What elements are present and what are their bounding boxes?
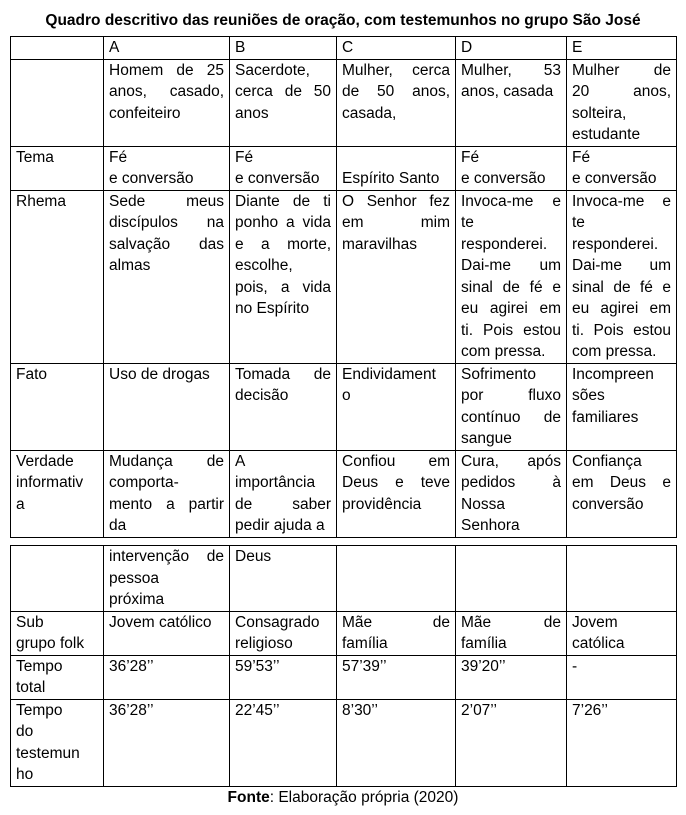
- cell-line: de 50 anos,: [342, 83, 450, 100]
- profile-cell-b: [230, 59, 337, 146]
- table-title: Quadro descritivo das reuniões de oração, com testemunhos no grupo São José: [45, 12, 641, 29]
- continuation-cell-a: [104, 546, 230, 612]
- continuation-cell-c: [337, 546, 456, 612]
- cell-line: estudante: [572, 126, 641, 143]
- header-cell: [11, 37, 104, 60]
- cell-line: decisão: [235, 387, 289, 404]
- cell-line: Consagrado: [235, 613, 320, 631]
- tempo-testemunho-cell-b: 22’45’’: [230, 699, 337, 786]
- cell-line: Tempo: [16, 701, 63, 719]
- cell-line: Endividament: [342, 365, 436, 383]
- cell-line: [342, 147, 450, 169]
- cell-line: salvação das: [109, 235, 224, 253]
- cell-line: sinal de fé e: [461, 278, 561, 296]
- cell-line: família: [342, 635, 388, 652]
- profile-row: [11, 59, 677, 146]
- cell-line: a: [16, 495, 25, 513]
- cell-line: e conversão: [461, 170, 546, 187]
- profile-cell-e: [567, 59, 677, 146]
- cell-line: mento a partir: [109, 495, 224, 513]
- cell-line: no Espírito: [235, 300, 310, 317]
- cell-line: Dai-me um: [572, 257, 671, 274]
- cell-line: em mim: [342, 214, 450, 231]
- cell-line: Mulher de: [572, 61, 671, 79]
- profile-cell-a: [104, 59, 230, 146]
- cell-line: responderei.: [461, 235, 548, 253]
- cell-line: Fé: [572, 148, 591, 166]
- cell-line: próxima: [109, 591, 165, 608]
- cell-line: providência: [342, 495, 422, 513]
- verdade-cell-d: [456, 450, 567, 537]
- rhema-cell-d: [456, 190, 567, 363]
- cell-line: informativ: [16, 474, 84, 491]
- cell-line: Mulher, cerca: [342, 61, 450, 79]
- tempo-total-cell-a: 36’28’’: [104, 655, 230, 699]
- continuation-cell-d: [456, 546, 567, 612]
- verdade-cell-c: [337, 450, 456, 537]
- verdade-label: [11, 450, 104, 537]
- cell-line: pedidos à: [461, 474, 561, 491]
- cell-line: e conversão: [572, 170, 657, 187]
- rhema-cell-c: [337, 190, 456, 363]
- rhema-cell-b: [230, 190, 337, 363]
- cell-line: Deus e teve: [342, 474, 450, 491]
- cell-line: ho: [16, 766, 34, 783]
- cell-line: grupo folk: [16, 635, 85, 652]
- description-table-continued: [10, 545, 677, 787]
- tempo-testemunho-cell-e: 7’26’’: [567, 699, 677, 786]
- cell-line: por fluxo: [461, 387, 561, 404]
- cell-line: A: [235, 452, 246, 470]
- cell-line: Mudança de: [109, 452, 224, 470]
- description-table: [10, 36, 677, 538]
- rhema-cell-e: [567, 190, 677, 363]
- fato-cell-e: [567, 363, 677, 450]
- source-text: : Elaboração própria (2020): [269, 789, 459, 806]
- tema-cell-b: [230, 146, 337, 190]
- cell-line: testemun: [16, 744, 80, 762]
- tema-label: Tema: [11, 146, 104, 190]
- rhema-label: Rhema: [11, 190, 104, 363]
- cell-line: Homem de 25: [109, 61, 224, 79]
- cell-line: eu agirei em: [572, 300, 671, 317]
- cell-line: o: [342, 387, 351, 404]
- cell-line: pedir ajuda a: [235, 517, 325, 534]
- cell-line: religioso: [235, 635, 293, 652]
- tempo-total-cell-b: 59’53’’: [230, 655, 337, 699]
- cell-line: Mãe de: [342, 613, 450, 631]
- cell-line: Fé: [235, 148, 254, 166]
- cell-line: te: [461, 214, 474, 231]
- verdade-cell-e: [567, 450, 677, 537]
- header-cell-a: A: [104, 37, 230, 60]
- verdade-cell-a: [104, 450, 230, 537]
- verdade-row: [11, 450, 677, 537]
- cell-line: Mulher, 53: [461, 61, 561, 79]
- cell-line: Invoca-me e: [461, 192, 561, 210]
- cell-line: Cura, após: [461, 452, 561, 470]
- cell-line: escolhe,: [235, 257, 293, 274]
- cell-line: comporta-: [109, 474, 179, 491]
- cell-line: Mãe de: [461, 613, 561, 631]
- cell-line: do: [16, 723, 34, 740]
- cell-line: Dai-me um: [461, 257, 561, 274]
- cell-line: cerca de 50: [235, 83, 331, 100]
- cell-line: e conversão: [235, 170, 320, 187]
- cell-line: anos, casada: [461, 83, 554, 100]
- subgrupo-cell-d: [456, 611, 567, 655]
- cell-line: e a morte,: [235, 235, 331, 253]
- cell-line: e conversão: [109, 170, 194, 187]
- cell-line: almas: [109, 257, 151, 274]
- cell-line: Verdade: [16, 452, 74, 470]
- cell-line: família: [461, 635, 507, 652]
- cell-line: pois, a vida: [235, 278, 331, 296]
- cell-line: Fé: [109, 148, 128, 166]
- cell-line: ti. Pois estou: [572, 321, 671, 339]
- cell-line: responderei.: [572, 235, 659, 253]
- cell-line: de saber: [235, 495, 331, 513]
- tema-row: [11, 146, 677, 190]
- cell-line: O Senhor fez: [342, 192, 450, 210]
- cell-line: familiares: [572, 408, 639, 426]
- cell-line: católica: [572, 635, 625, 652]
- cell-line: confeiteiro: [109, 104, 181, 122]
- subgrupo-cell-a: [104, 611, 230, 655]
- cell-line: Deus: [235, 548, 272, 565]
- cell-line: sangue: [461, 430, 512, 447]
- subgrupo-label: [11, 611, 104, 655]
- cell-line: Confiou em: [342, 452, 450, 470]
- cell-line: te: [572, 214, 585, 231]
- header-cell-e: E: [567, 37, 677, 60]
- profile-label-cell: [11, 59, 104, 146]
- cell-line: importância: [235, 474, 316, 491]
- profile-cell-d: [456, 59, 567, 146]
- tempo-testemunho-cell-d: 2’07’’: [456, 699, 567, 786]
- fato-cell-b: [230, 363, 337, 450]
- tempo-total-label: [11, 655, 104, 699]
- cell-line: 20 anos,: [572, 83, 671, 100]
- cell-line: Fé: [461, 148, 480, 166]
- tempo-testemunho-cell-a: 36’28’’: [104, 699, 230, 786]
- cell-line: com pressa.: [572, 343, 657, 360]
- cell-line: solteira,: [572, 104, 627, 122]
- cell-line: Senhora: [461, 517, 520, 534]
- cell-line: conversão: [572, 495, 644, 513]
- verdade-cell-b: [230, 450, 337, 537]
- tempo-total-row: [11, 655, 677, 699]
- fato-cell-a: [104, 363, 230, 450]
- tempo-total-cell-d: 39’20’’: [456, 655, 567, 699]
- continuation-cell-b: [230, 546, 337, 612]
- tema-cell-a: [104, 146, 230, 190]
- source-label: Fonte: [227, 789, 270, 806]
- cell-line: Jovem católico: [109, 613, 212, 631]
- tempo-testemunho-cell-c: 8’30’’: [337, 699, 456, 786]
- subgrupo-cell-b: [230, 611, 337, 655]
- tema-cell-e: [567, 146, 677, 190]
- cell-line: Sofrimento: [461, 365, 536, 383]
- cell-line: contínuo de: [461, 408, 561, 426]
- tema-cell-c: [337, 146, 456, 190]
- cell-line: sinal de fé e: [572, 278, 671, 296]
- header-row: [11, 37, 677, 60]
- cell-line: com pressa.: [461, 343, 546, 360]
- cell-line: maravilhas: [342, 235, 417, 253]
- cell-line: Uso de drogas: [109, 365, 210, 383]
- tempo-testemunho-row: [11, 699, 677, 786]
- cell-line: casada,: [342, 104, 397, 122]
- tema-cell-d: [456, 146, 567, 190]
- cell-line: ponho a vida: [235, 214, 331, 231]
- header-cell-d: D: [456, 37, 567, 60]
- cell-line: sões: [572, 387, 605, 404]
- fato-row: [11, 363, 677, 450]
- continuation-label-cell: [11, 546, 104, 612]
- cell-line: intervenção de: [109, 548, 224, 565]
- profile-cell-c: [337, 59, 456, 146]
- cell-line: pessoa: [109, 569, 159, 587]
- cell-line: ti. Pois estou: [461, 321, 561, 339]
- cell-line: Incompreen: [572, 365, 654, 383]
- cell-line: total: [16, 679, 46, 696]
- cell-line: em Deus e: [572, 474, 671, 491]
- fato-label: Fato: [11, 363, 104, 450]
- cell-line: da: [109, 517, 127, 534]
- subgrupo-row: [11, 611, 677, 655]
- cell-line: Sub: [16, 613, 44, 631]
- cell-line: anos, casado,: [109, 83, 224, 100]
- cell-line: Confiança: [572, 452, 642, 470]
- rhema-row: [11, 190, 677, 363]
- tempo-total-cell-e: -: [567, 655, 677, 699]
- fato-cell-c: [337, 363, 456, 450]
- cell-line: Tempo: [16, 657, 63, 675]
- cell-line: Jovem: [572, 613, 618, 631]
- header-cell-b: B: [230, 37, 337, 60]
- cell-line: Invoca-me e: [572, 192, 671, 210]
- tempo-total-cell-c: 57’39’’: [337, 655, 456, 699]
- subgrupo-cell-c: [337, 611, 456, 655]
- continuation-row: [11, 546, 677, 612]
- continuation-cell-e: [567, 546, 677, 612]
- subgrupo-cell-e: [567, 611, 677, 655]
- cell-line: Nossa: [461, 495, 505, 513]
- tempo-testemunho-label: [11, 699, 104, 786]
- header-cell-c: C: [337, 37, 456, 60]
- cell-line: eu agirei em: [461, 300, 561, 317]
- source-footer: [0, 789, 686, 807]
- cell-line: discípulos na: [109, 214, 224, 231]
- rhema-cell-a: [104, 190, 230, 363]
- cell-line: Espírito Santo: [342, 170, 440, 187]
- cell-line: anos: [235, 104, 269, 122]
- cell-line: Sacerdote,: [235, 61, 310, 79]
- fato-cell-d: [456, 363, 567, 450]
- cell-line: Sede meus: [109, 192, 224, 210]
- cell-line: Tomada de: [235, 365, 331, 383]
- cell-line: Diante de ti: [235, 192, 331, 210]
